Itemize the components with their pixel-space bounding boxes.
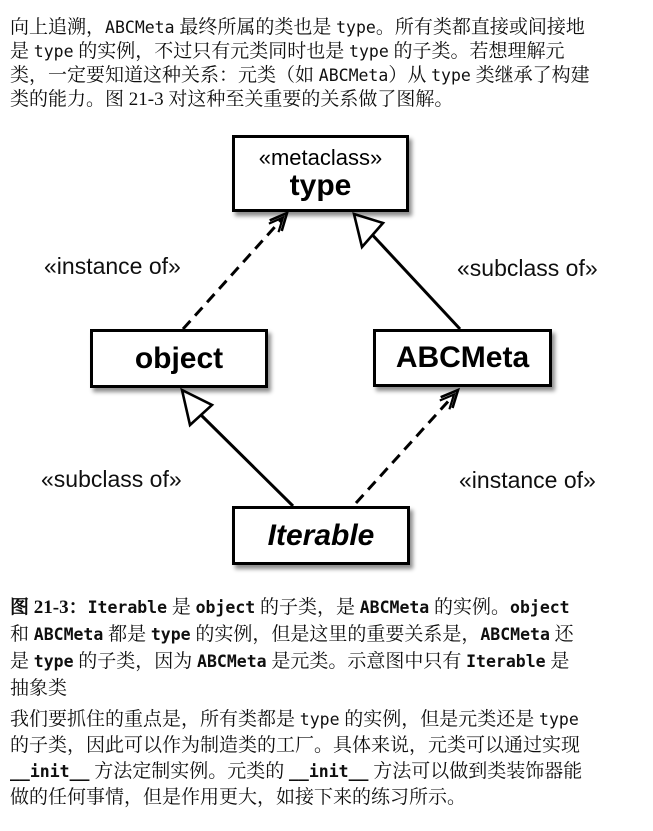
- node-object-name: object: [134, 341, 224, 375]
- diagram-node-type: [232, 135, 409, 212]
- inline-code: Iterable: [87, 598, 168, 617]
- text-run: 的实例，不过只有元类同时也是: [73, 41, 350, 62]
- inline-code: type: [299, 710, 340, 729]
- inline-code: type: [33, 652, 74, 671]
- text-run: 最终所属的类也是: [174, 17, 337, 38]
- text-run: 和: [10, 624, 34, 645]
- text-run: 还: [549, 624, 574, 645]
- text-run: 是: [545, 651, 570, 672]
- text-run: 做的任何事情，但是作用更大，如接下来的练习所示。: [10, 787, 467, 808]
- text-run: 方法可以做到类装饰器能: [368, 761, 583, 782]
- inline-code: __init__: [289, 762, 369, 781]
- inline-code: ABCMeta: [105, 18, 175, 37]
- diagram-node-iterable: [232, 506, 410, 565]
- edge-label-subclass-of-bottom-left: «subclass of»: [41, 466, 182, 492]
- text-run: 类的能力。图 21-3 对这种至关重要的关系做了图解。: [10, 89, 454, 110]
- edge-object-to-type: [183, 219, 282, 329]
- edge-abcmeta-to-type: [373, 235, 461, 329]
- node-iterable-name: Iterable: [267, 518, 375, 552]
- text-run: 方法定制实例。元类的: [89, 761, 289, 782]
- inline-code: object: [510, 598, 570, 617]
- text-run: 是: [167, 597, 196, 618]
- edge-iterable-to-object: [201, 415, 293, 506]
- text-run: 向上追溯，: [10, 17, 106, 38]
- inline-code: type: [431, 66, 471, 85]
- text-run: 的子类。若想理解元: [388, 41, 565, 62]
- text-run: 类继承了构建: [470, 65, 590, 86]
- inline-code: object: [195, 598, 256, 617]
- inline-code: type: [33, 42, 74, 61]
- text-run: 的子类，是: [255, 597, 360, 618]
- diagram-node-object: [90, 329, 268, 388]
- inline-code: 图 21-3：: [10, 597, 88, 618]
- text-run: 的实例，但是元类还是: [339, 709, 540, 730]
- text-run: 类，一定要知道这种关系：元类（如: [10, 65, 319, 86]
- text-run: 我们要抓住的重点是，所有类都是: [10, 709, 300, 730]
- inline-code: type: [336, 18, 376, 37]
- node-abcmeta-name: ABCMeta: [395, 341, 530, 375]
- text-run: 。所有类都直接或间接地: [375, 17, 585, 38]
- edge-label-subclass-of-top-right: «subclass of»: [457, 255, 598, 281]
- text-run: 的实例，但是这里的重要关系是，: [190, 624, 481, 645]
- inline-code: ABCMeta: [480, 625, 550, 644]
- inline-code: __init__: [10, 762, 90, 781]
- text-run: ）从: [388, 65, 432, 86]
- text-run: 是元类。示意图中只有: [266, 651, 467, 672]
- inline-code: ABCMeta: [318, 66, 389, 85]
- inline-code: type: [150, 625, 191, 644]
- edge-label-instance-of-top-left: «instance of»: [44, 253, 181, 279]
- edge-label-instance-of-bottom-right: «instance of»: [459, 467, 596, 493]
- diagram-node-abcmeta: [373, 329, 552, 387]
- text-run: 的子类，因为: [73, 651, 198, 672]
- inline-code: ABCMeta: [359, 598, 430, 617]
- inline-code: type: [349, 42, 389, 61]
- inline-code: Iterable: [466, 652, 546, 671]
- node-type-name: type: [289, 169, 352, 203]
- text-run: 都是: [103, 624, 151, 645]
- text-run: 是: [10, 41, 34, 62]
- text-run: 的实例。: [429, 597, 511, 618]
- text-run: 的子类，因此可以作为制造类的工厂。具体来说，元类可以通过实现: [10, 735, 581, 756]
- inline-code: type: [539, 710, 579, 729]
- text-run: 是: [10, 651, 34, 672]
- inline-code: ABCMeta: [197, 652, 267, 671]
- edge-iterable-to-abcmeta: [356, 396, 453, 503]
- node-type-stereotype: «metaclass»: [258, 145, 383, 171]
- text-run: 抽象类: [10, 678, 68, 699]
- inline-code: ABCMeta: [33, 625, 104, 644]
